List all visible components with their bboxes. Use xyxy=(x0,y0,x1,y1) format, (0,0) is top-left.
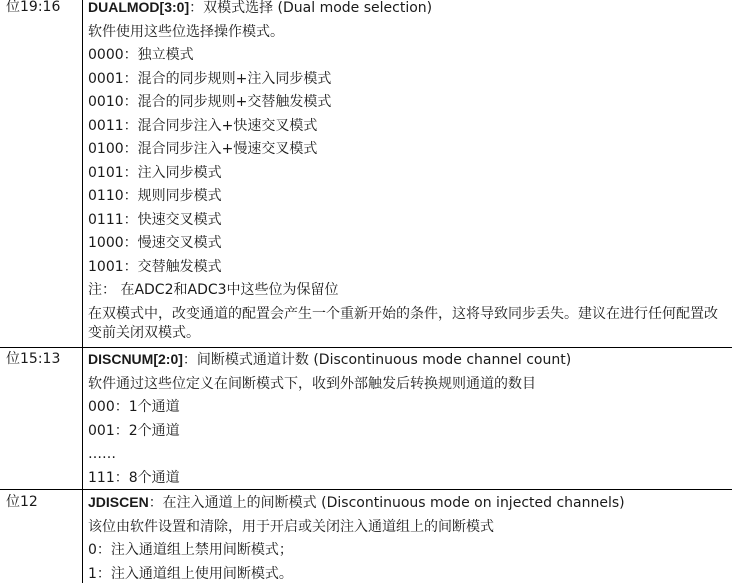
description-line: 0111：快速交叉模式 xyxy=(88,209,730,233)
field-name: DUALMOD[3:0] xyxy=(88,0,189,15)
note-paragraph: 在双模式中，改变通道的配置会产生一个重新开始的条件，这将导致同步丢失。建议在进行任何配置改变前关闭双模式。 xyxy=(88,305,730,344)
field-description xyxy=(88,348,730,490)
description-line: 111：8个通道 xyxy=(88,467,730,491)
field-heading xyxy=(88,491,730,516)
description-line: 001：2个通道 xyxy=(88,420,730,444)
description-line: 软件通过这些位定义在间断模式下，收到外部触发后转换规则通道的数目 xyxy=(88,373,730,397)
description-line: 软件使用这些位选择操作模式。 xyxy=(88,21,730,45)
description-line: 0100：混合同步注入+慢速交叉模式 xyxy=(88,138,730,162)
field-heading xyxy=(88,0,730,21)
description-line: 000：1个通道 xyxy=(88,396,730,420)
description-line: 0010：混合的同步规则+交替触发模式 xyxy=(88,91,730,115)
description-line: …… xyxy=(88,443,730,467)
field-name: JDISCEN xyxy=(88,494,149,510)
description-line: 1000：慢速交叉模式 xyxy=(88,232,730,256)
bit-range: 位15:13 xyxy=(6,348,60,372)
description-line: 0110：规则同步模式 xyxy=(88,185,730,209)
description-line: 1：注入通道组上使用间断模式。 xyxy=(88,563,730,586)
description-line: 0101：注入同步模式 xyxy=(88,162,730,186)
description-line: 0000：独立模式 xyxy=(88,44,730,68)
table-row-discnum xyxy=(0,348,732,489)
description-line: 0011：混合同步注入+快速交叉模式 xyxy=(88,115,730,139)
field-title: ：间断模式通道计数 (Discontinuous mode channel count) xyxy=(183,352,571,368)
description-line: 0：注入通道组上禁用间断模式； xyxy=(88,539,730,563)
field-heading xyxy=(88,348,730,373)
description-line: 该位由软件设置和清除，用于开启或关闭注入通道组上的间断模式 xyxy=(88,516,730,540)
field-title: ：在注入通道上的间断模式 (Discontinuous mode on injected channels) xyxy=(149,495,625,511)
field-description xyxy=(88,0,730,344)
table-row-jdiscen xyxy=(0,491,732,583)
field-title: ：双模式选择 (Dual mode selection) xyxy=(189,0,432,16)
field-description xyxy=(88,491,730,586)
bit-range: 位19:16 xyxy=(6,0,60,20)
description-line: 1001：交替触发模式 xyxy=(88,256,730,280)
description-line: 0001：混合的同步规则+注入同步模式 xyxy=(88,68,730,92)
bit-range: 位12 xyxy=(6,491,38,515)
note-line: 注： 在ADC2和ADC3中这些位为保留位 xyxy=(88,279,730,303)
field-name: DISCNUM[2:0] xyxy=(88,351,183,367)
